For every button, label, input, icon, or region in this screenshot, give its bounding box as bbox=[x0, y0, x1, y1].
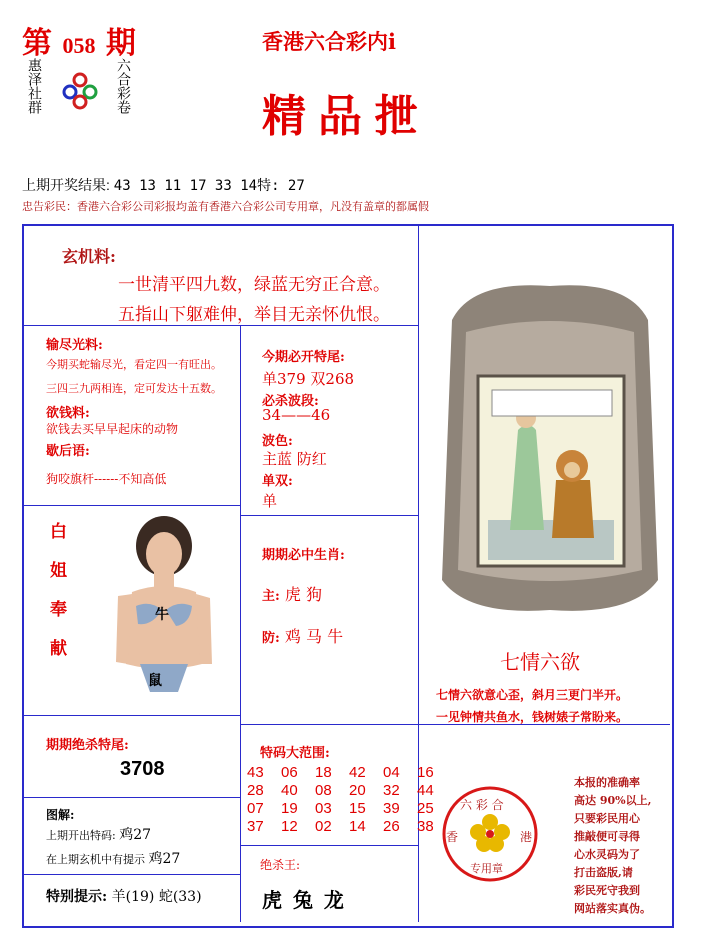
stamp-top: 六 彩 合 bbox=[460, 798, 504, 812]
xiehouyu-title: 歇后语: bbox=[46, 444, 90, 459]
issue-label bbox=[22, 18, 136, 62]
bose-title: 波色: bbox=[262, 434, 293, 449]
fanwei-cell: 03 bbox=[315, 800, 332, 817]
yuqian-text: 欲钱去买早早起床的动物 bbox=[46, 422, 179, 436]
bosha-values: 34——46 bbox=[262, 406, 331, 424]
fanwei-row bbox=[247, 782, 451, 800]
shuzhi-line2: 三四三九两相连，定可发达十五数。 bbox=[46, 382, 222, 395]
shengxiao-title: 期期必中生肖: bbox=[262, 548, 345, 563]
fanwei-row bbox=[247, 818, 451, 836]
xuanji-title: 玄机料: bbox=[62, 247, 116, 266]
bixuan-title: 今期必开特尾: bbox=[262, 350, 345, 365]
xiehouyu-text: 狗咬旗杆------不知高低 bbox=[46, 472, 167, 486]
tujie-line1-label: 上期开出特码: bbox=[46, 829, 116, 842]
issue-number: 058 bbox=[62, 33, 96, 58]
shuzhi-title: 输尽光料: bbox=[46, 338, 103, 353]
fanwei-cell: 16 bbox=[417, 764, 434, 781]
baijie-label: 白姐奉献 bbox=[46, 522, 66, 678]
fanwei-cell: 32 bbox=[383, 782, 400, 799]
shuzhi-line1: 今期买蛇输尽光，看定四一有旺出。 bbox=[46, 358, 222, 371]
tujie-line2-value: 鸡27 bbox=[148, 851, 181, 867]
fanwei-cell: 06 bbox=[281, 764, 298, 781]
jueshawang-title: 绝杀王: bbox=[260, 858, 301, 872]
accuracy-line: 心水灵码为了 bbox=[574, 848, 640, 861]
shengxiao-main-label: 主: bbox=[262, 589, 280, 604]
fanwei-cell: 08 bbox=[315, 782, 332, 799]
shengxiao-fang bbox=[262, 624, 343, 647]
overlay-char-2: 鼠 bbox=[148, 673, 162, 689]
tebie-tip bbox=[46, 886, 202, 906]
accuracy-line: 打击盗版,请 bbox=[574, 866, 633, 879]
tujie-title: 图解: bbox=[46, 808, 75, 822]
shengxiao-main bbox=[262, 582, 322, 605]
tebie-value: 羊(19) 蛇(33) bbox=[111, 889, 202, 905]
shengxiao-fang-label: 防: bbox=[262, 631, 280, 646]
jueshai-value: 3708 bbox=[120, 758, 165, 780]
side-text-right: 六合彩卷 bbox=[115, 58, 131, 114]
fanwei-cell: 18 bbox=[315, 764, 332, 781]
accuracy-text bbox=[574, 774, 670, 918]
fanwei-cell: 19 bbox=[281, 800, 298, 817]
accuracy-line: 彩民死守我到 bbox=[574, 884, 640, 897]
qingyu-line1: 七情六欲意心歪，斜月三更门半开。 bbox=[436, 688, 629, 702]
fanwei-cell: 14 bbox=[349, 818, 366, 835]
fanwei-cell: 40 bbox=[281, 782, 298, 799]
accuracy-line: 网站落实真伪。 bbox=[574, 902, 651, 915]
fanwei-cell: 20 bbox=[349, 782, 366, 799]
framed-picture bbox=[432, 280, 668, 616]
side-text-left: 惠泽社群 bbox=[26, 58, 42, 114]
fanwei-cell: 15 bbox=[349, 800, 366, 817]
overlay-char-1: 牛 bbox=[155, 607, 169, 623]
accuracy-line: 推敲便可寻得 bbox=[574, 830, 640, 843]
tujie-line2 bbox=[46, 848, 180, 868]
accuracy-line: 只要彩民用心 bbox=[574, 812, 640, 825]
xuanji-line1: 一世清平四九数，绿蓝无穷正合意。 bbox=[118, 275, 390, 295]
fanwei-cell: 04 bbox=[383, 764, 400, 781]
danshuang-title: 单双: bbox=[262, 474, 293, 489]
stamp-left: 香 bbox=[446, 830, 459, 844]
xuanji-line2: 五指山下躯难伸，举目无亲怀仇恨。 bbox=[118, 305, 390, 325]
shengxiao-main-value: 虎 狗 bbox=[284, 585, 322, 604]
accuracy-line: 高达 90%以上, bbox=[574, 794, 652, 807]
fanwei-cell: 25 bbox=[417, 800, 434, 817]
tujie-line1 bbox=[46, 824, 151, 844]
jueshai-title: 期期绝杀特尾: bbox=[46, 738, 129, 753]
fanwei-cell: 26 bbox=[383, 818, 400, 835]
fanwei-row bbox=[247, 764, 451, 782]
accuracy-line: 本报的准确率 bbox=[574, 776, 640, 789]
jueshawang-value: 虎 兔 龙 bbox=[262, 888, 346, 912]
logo-icon bbox=[60, 70, 100, 110]
fanwei-cell: 07 bbox=[247, 800, 264, 817]
fanwei-cell: 44 bbox=[417, 782, 434, 799]
fanwei-title: 特码大范围: bbox=[260, 746, 330, 761]
tujie-line2-label: 在上期玄机中有提示 bbox=[46, 853, 145, 866]
fanwei-cell: 37 bbox=[247, 818, 264, 835]
fanwei-row bbox=[247, 800, 451, 818]
qingyu-title: 七情六欲 bbox=[500, 650, 580, 674]
top-title: 香港六合彩内i bbox=[262, 29, 396, 54]
last-results-numbers: 43 13 11 17 33 14特: 27 bbox=[113, 178, 305, 194]
fanwei-cell: 38 bbox=[417, 818, 434, 835]
shengxiao-fang-value: 鸡 马 牛 bbox=[284, 627, 344, 646]
tebie-label: 特别提示: bbox=[46, 889, 108, 905]
bosha-title: 必杀波段: bbox=[262, 394, 319, 409]
fanwei-cell: 02 bbox=[315, 818, 332, 835]
issue-prefix: 第 bbox=[22, 26, 52, 61]
issue-suffix: 期 bbox=[105, 26, 136, 61]
fanwei-cell: 28 bbox=[247, 782, 264, 799]
fanwei-grid bbox=[247, 764, 451, 836]
notice-text: 忠告彩民：香港六合彩公司彩报均盖有香港六合彩公司专用章，凡没有盖章的都属假 bbox=[22, 200, 429, 213]
fanwei-cell: 43 bbox=[247, 764, 264, 781]
qingyu-line2: 一见钟情共鱼水，钱树婊子常盼来。 bbox=[436, 710, 629, 724]
bixuan-values: 单379 双268 bbox=[262, 370, 355, 388]
last-results bbox=[22, 175, 305, 195]
bose-values: 主蓝 防红 bbox=[262, 450, 327, 468]
tujie-line1-value: 鸡27 bbox=[119, 827, 152, 843]
yuqian-title: 欲钱料: bbox=[46, 406, 90, 421]
fanwei-cell: 39 bbox=[383, 800, 400, 817]
stamp-bottom: 专用章 bbox=[470, 862, 503, 875]
main-title: 精品抴 bbox=[262, 91, 430, 142]
fanwei-cell: 42 bbox=[349, 764, 366, 781]
stamp-right: 港 bbox=[520, 830, 533, 844]
fanwei-cell: 12 bbox=[281, 818, 298, 835]
last-results-label: 上期开奖结果: bbox=[22, 177, 110, 193]
danshuang-value: 单 bbox=[262, 492, 278, 510]
